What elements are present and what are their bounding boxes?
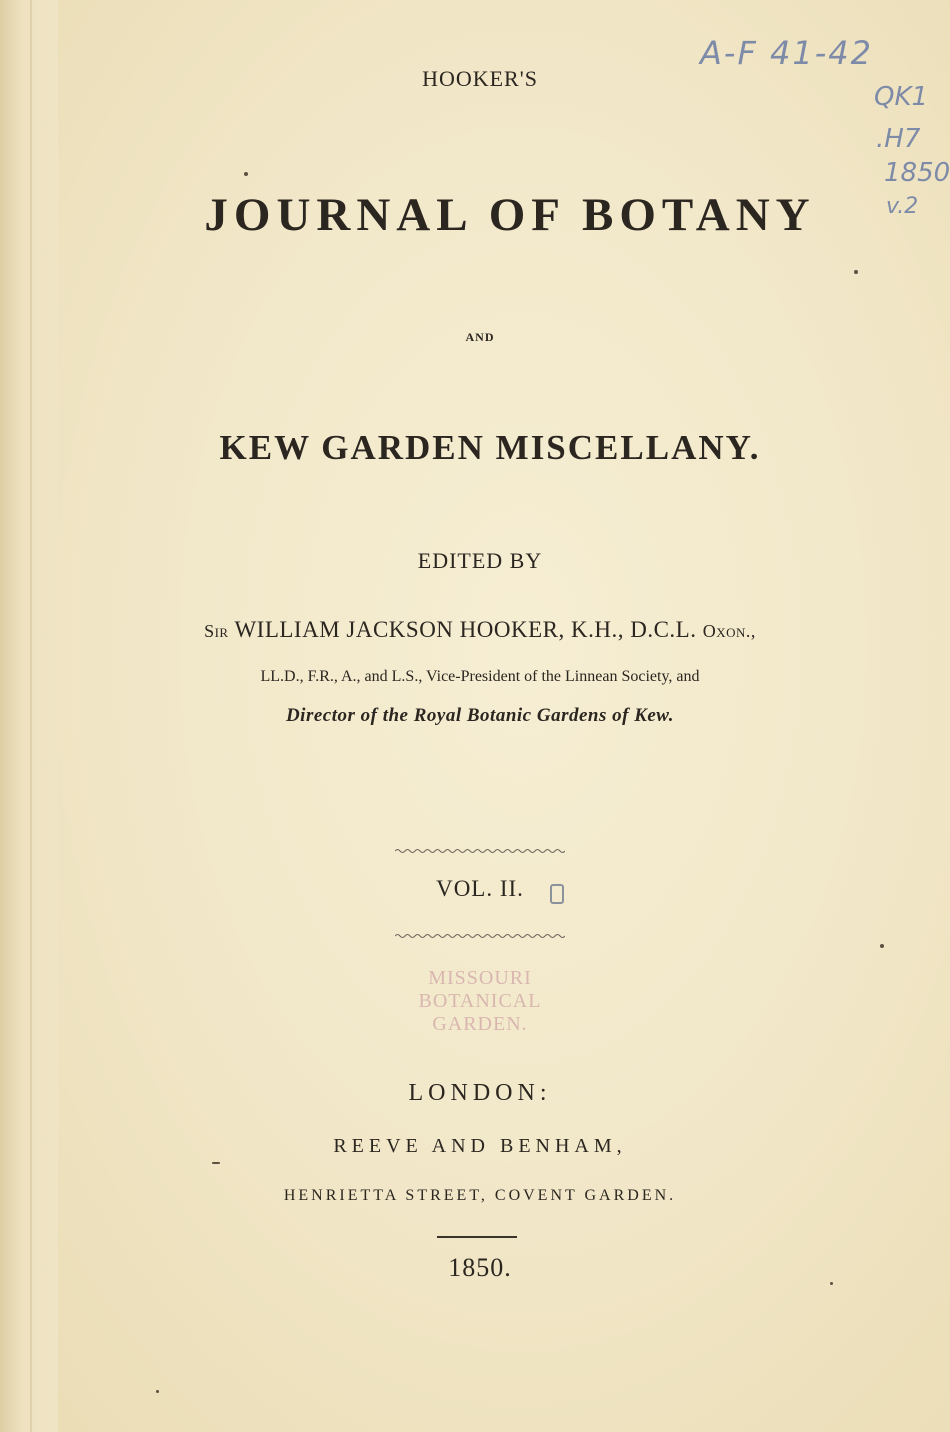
editor-credentials: LL.D., F.R., A., and L.S., Vice-President of the Linnean Society, and (260, 668, 700, 685)
handwritten-call-number-line: v.2 (886, 194, 919, 219)
publication-place: LONDON: (408, 1080, 552, 1106)
publisher-address: HENRIETTA STREET, COVENT GARDEN. (283, 1187, 677, 1204)
paper-speck (880, 944, 884, 948)
handwritten-call-number-line: .H7 (876, 124, 921, 154)
editor-prefix: Sir (204, 621, 229, 641)
ornamental-rule-bottom (395, 933, 565, 939)
subtitle: KEW GARDEN MISCELLANY. (219, 428, 761, 467)
handwritten-call-number-line: 1850 (884, 158, 950, 188)
library-stamp (330, 967, 630, 1036)
check-box-mark (550, 884, 564, 904)
editor-line (40, 617, 920, 643)
edited-by-label: EDITED BY (417, 548, 543, 573)
paper-speck (244, 172, 248, 176)
publisher-name: REEVE AND BENHAM, (333, 1135, 627, 1157)
editor-name: WILLIAM JACKSON HOOKER, K.H., D.C.L. (234, 617, 697, 642)
stamp-line: GARDEN. (432, 1013, 528, 1035)
editor-suffix: Oxon., (702, 621, 756, 641)
stamp-line: BOTANICAL (418, 990, 542, 1012)
title-possessive: HOOKER'S (422, 66, 538, 91)
paper-speck (830, 1282, 833, 1285)
gutter-crease (30, 0, 32, 1432)
year-rule (437, 1236, 517, 1238)
handwritten-call-number-line: QK1 (874, 82, 929, 112)
paper-speck (854, 270, 858, 274)
director-line: Director of the Royal Botanic Gardens of Kew. (285, 705, 675, 726)
volume-label: VOL. II. (436, 876, 524, 901)
handwritten-shelf-mark: A-F 41-42 (700, 34, 873, 72)
main-title: JOURNAL OF BOTANY (204, 189, 816, 241)
paper-speck (212, 1162, 220, 1164)
stamp-line: MISSOURI (428, 967, 532, 989)
ornamental-rule-top (395, 848, 565, 854)
publication-year: 1850. (448, 1253, 512, 1282)
title-conjunction: AND (465, 330, 495, 344)
paper-speck (156, 1390, 159, 1393)
